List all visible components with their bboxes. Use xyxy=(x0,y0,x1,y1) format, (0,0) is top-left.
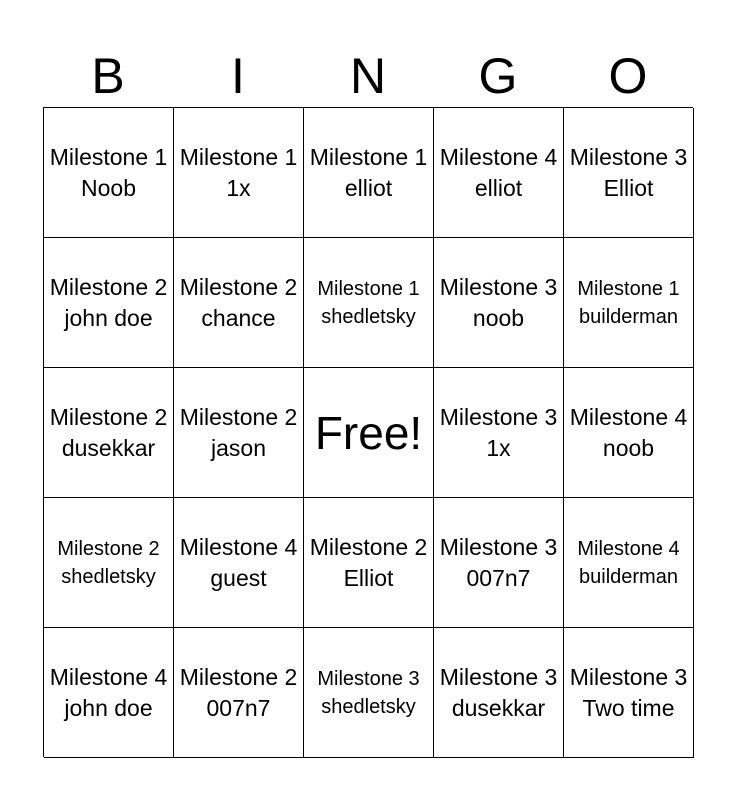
header-letter-i: I xyxy=(231,48,245,104)
bingo-cell-r2-c1[interactable]: Milestone 2 john doe xyxy=(44,238,174,368)
bingo-cell-r3-c2[interactable]: Milestone 2 jason xyxy=(174,368,304,498)
bingo-cell-r5-c3[interactable]: Milestone 3 shedletsky xyxy=(304,628,434,758)
bingo-cell-r1-c3[interactable]: Milestone 1 elliot xyxy=(304,108,434,238)
header-letter-o: O xyxy=(608,48,648,104)
header-letter-g: G xyxy=(478,48,518,104)
bingo-cell-r5-c5[interactable]: Milestone 3 Two time xyxy=(564,628,694,758)
bingo-cell-r2-c3[interactable]: Milestone 1 shedletsky xyxy=(304,238,434,368)
bingo-cell-r4-c1[interactable]: Milestone 2 shedletsky xyxy=(44,498,174,628)
bingo-cell-r1-c4[interactable]: Milestone 4 elliot xyxy=(434,108,564,238)
bingo-cell-r3-c5[interactable]: Milestone 4 noob xyxy=(564,368,694,498)
bingo-cell-r1-c2[interactable]: Milestone 1 1x xyxy=(174,108,304,238)
free-space-cell[interactable]: Free! xyxy=(304,368,434,498)
bingo-cell-r5-c2[interactable]: Milestone 2 007n7 xyxy=(174,628,304,758)
bingo-cell-r5-c4[interactable]: Milestone 3 dusekkar xyxy=(434,628,564,758)
bingo-cell-r4-c2[interactable]: Milestone 4 guest xyxy=(174,498,304,628)
bingo-board xyxy=(43,107,693,757)
bingo-cell-r4-c3[interactable]: Milestone 2 Elliot xyxy=(304,498,434,628)
bingo-cell-r2-c2[interactable]: Milestone 2 chance xyxy=(174,238,304,368)
bingo-cell-r1-c5[interactable]: Milestone 3 Elliot xyxy=(564,108,694,238)
header-letter-b: B xyxy=(91,48,125,104)
bingo-cell-r2-c4[interactable]: Milestone 3 noob xyxy=(434,238,564,368)
bingo-header xyxy=(43,46,693,106)
bingo-cell-r4-c5[interactable]: Milestone 4 builderman xyxy=(564,498,694,628)
bingo-cell-r5-c1[interactable]: Milestone 4 john doe xyxy=(44,628,174,758)
header-letter-n: N xyxy=(349,48,387,104)
bingo-cell-r3-c1[interactable]: Milestone 2 dusekkar xyxy=(44,368,174,498)
bingo-cell-r3-c4[interactable]: Milestone 3 1x xyxy=(434,368,564,498)
bingo-cell-r1-c1[interactable]: Milestone 1 Noob xyxy=(44,108,174,238)
bingo-cell-r4-c4[interactable]: Milestone 3 007n7 xyxy=(434,498,564,628)
bingo-cell-r2-c5[interactable]: Milestone 1 builderman xyxy=(564,238,694,368)
